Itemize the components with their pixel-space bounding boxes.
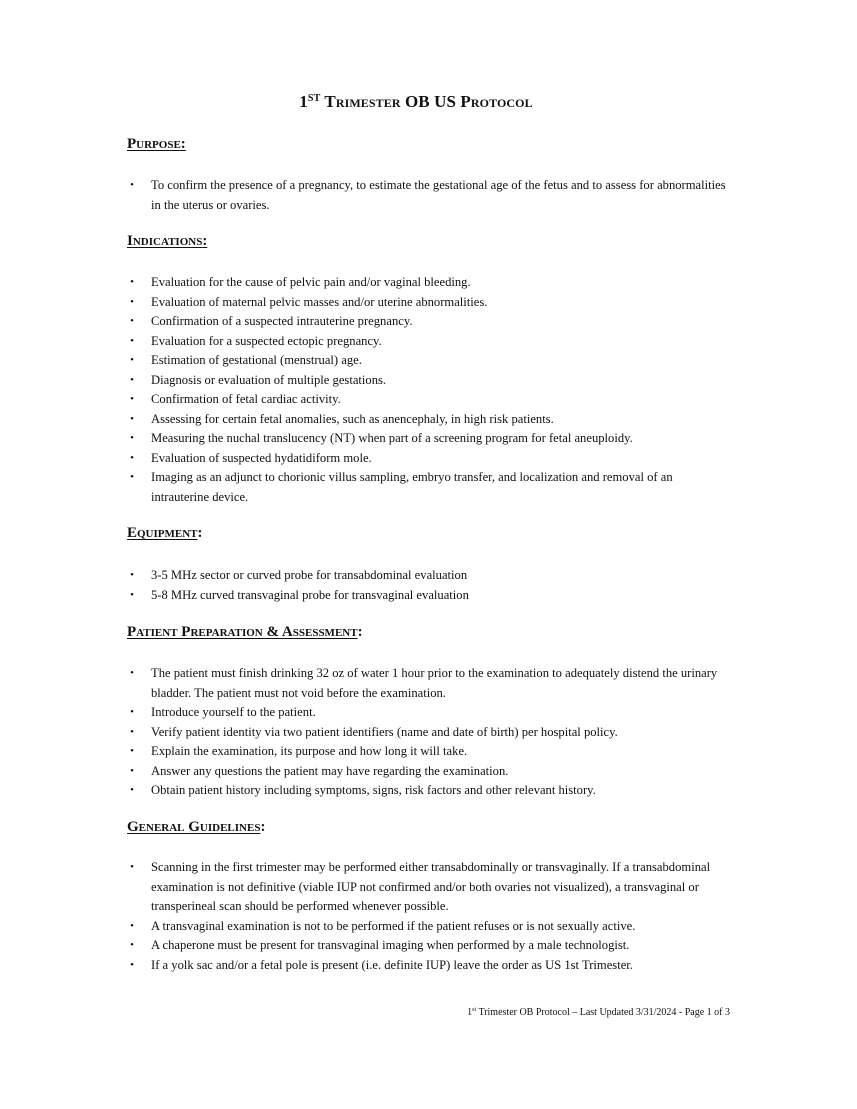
- list-equipment: [127, 566, 727, 605]
- heading-indications-label: Indications: [127, 233, 203, 249]
- list-item-text: Evaluation for the cause of pelvic pain and/or vaginal bleeding.: [151, 275, 471, 289]
- bullet-icon: •: [130, 919, 134, 932]
- bullet-icon: •: [130, 667, 134, 679]
- list-item: [127, 449, 727, 469]
- bullet-icon: •: [130, 393, 134, 405]
- list-item-text: 3-5 MHz sector or curved probe for transabdominal evaluation: [151, 568, 468, 582]
- list-item: [127, 917, 727, 937]
- list-item-text: Evaluation of suspected hydatidiform mole.: [151, 450, 372, 465]
- section-heading-preparation: [127, 624, 363, 641]
- bullet-icon: •: [130, 432, 134, 444]
- list-item-text: A transvaginal examination is not to be performed if the patient refuses or is not sexually active.: [151, 918, 636, 933]
- list-item-text: Explain the examination, its purpose and how long it will take.: [151, 744, 468, 758]
- footer-number: 1: [467, 1007, 473, 1018]
- list-item: [127, 703, 727, 723]
- list-item: [127, 293, 727, 313]
- section-heading-equipment: [127, 525, 203, 542]
- list-item: [127, 429, 727, 449]
- list-item: [127, 664, 727, 703]
- list-item-text: To confirm the presence of a pregnancy, to estimate the gestational age of the fetus and to assess for abnormalities in the uterus or ovaries.: [151, 178, 726, 212]
- list-item: [127, 936, 727, 956]
- list-preparation: [127, 664, 727, 801]
- list-item-text: Verify patient identity via two patient identifiers (name and date of birth) per hospital policy.: [151, 724, 618, 739]
- list-item-text: Introduce yourself to the patient.: [151, 705, 316, 719]
- page-title: [0, 92, 832, 112]
- list-purpose: [127, 176, 727, 215]
- list-item-text: Evaluation of maternal pelvic masses and/or uterine abnormalities.: [151, 294, 488, 309]
- footer-text: Trimester OB Protocol – Last Updated 3/31/2024 - Page 1 of 3: [476, 1007, 730, 1018]
- bullet-icon: •: [130, 451, 134, 464]
- list-item: [127, 781, 727, 801]
- list-item-text: Estimation of gestational (menstrual) age.: [151, 353, 362, 367]
- list-item-text: Answer any questions the patient may have regarding the examination.: [151, 763, 509, 778]
- title-number: 1: [299, 92, 308, 111]
- bullet-icon: •: [130, 861, 134, 873]
- list-item: [127, 312, 727, 332]
- heading-equipment-label: Equipment: [127, 525, 198, 541]
- bullet-icon: •: [130, 354, 134, 366]
- list-item: [127, 351, 727, 371]
- bullet-icon: •: [130, 295, 134, 308]
- bullet-icon: •: [130, 179, 134, 191]
- bullet-icon: •: [130, 745, 134, 757]
- list-item: [127, 273, 727, 293]
- list-item: [127, 371, 727, 391]
- list-item-text: Obtain patient history including symptoms, signs, risk factors and other relevant history.: [151, 783, 596, 797]
- section-heading-indications: [127, 233, 207, 250]
- heading-preparation-label: Patient Preparation & Assessment: [127, 624, 358, 640]
- list-item: [127, 566, 727, 586]
- list-item-text: Scanning in the first trimester may be performed either transabdominally or transvaginally. If a transabdominal examination is not definitive (viable IUP not confirmed and/or both ovaries not visualized), a transvaginal or transperineal scan should be performed whenever possible.: [151, 860, 711, 913]
- bullet-icon: •: [130, 725, 134, 738]
- bullet-icon: •: [130, 412, 134, 425]
- list-item: [127, 742, 727, 762]
- bullet-icon: •: [130, 334, 134, 347]
- list-item-text: Measuring the nuchal translucency (NT) when part of a screening program for fetal aneuploidy.: [151, 431, 633, 445]
- list-indications: [127, 273, 727, 507]
- bullet-icon: •: [130, 588, 134, 601]
- bullet-icon: •: [130, 958, 134, 971]
- list-item-text: Confirmation of a suspected intrauterine pregnancy.: [151, 314, 413, 328]
- heading-equipment-colon: :: [197, 525, 203, 541]
- footer-superscript: st: [472, 1007, 477, 1013]
- list-item: [127, 586, 727, 606]
- heading-indications-colon: :: [202, 233, 208, 249]
- section-heading-guidelines: [127, 819, 265, 836]
- bullet-icon: •: [130, 471, 134, 483]
- heading-guidelines-colon: :: [260, 819, 266, 835]
- heading-purpose-colon: :: [180, 136, 186, 152]
- list-item-text: A chaperone must be present for transvaginal imaging when performed by a male technologist.: [151, 938, 630, 952]
- bullet-icon: •: [130, 784, 134, 796]
- list-item: [127, 723, 727, 743]
- list-item: [127, 762, 727, 782]
- bullet-icon: •: [130, 276, 134, 288]
- list-item: [127, 390, 727, 410]
- section-heading-purpose: [127, 136, 186, 153]
- list-item-text: If a yolk sac and/or a fetal pole is present (i.e. definite IUP) leave the order as US 1st Trimester.: [151, 957, 633, 972]
- list-item-text: 5-8 MHz curved transvaginal probe for transvaginal evaluation: [151, 587, 469, 602]
- list-item-text: Assessing for certain fetal anomalies, such as anencephaly, in high risk patients.: [151, 411, 554, 426]
- heading-preparation-colon: :: [357, 624, 363, 640]
- list-item-text: Imaging as an adjunct to chorionic villus sampling, embryo transfer, and localization and removal of an intrauterine device.: [151, 470, 673, 504]
- title-text: Trimester OB US Protocol: [320, 92, 533, 111]
- bullet-icon: •: [130, 706, 134, 718]
- list-guidelines: [127, 858, 727, 975]
- list-item: [127, 410, 727, 430]
- bullet-icon: •: [130, 373, 134, 386]
- list-item: [127, 468, 727, 507]
- list-item-text: Diagnosis or evaluation of multiple gestations.: [151, 372, 387, 387]
- bullet-icon: •: [130, 315, 134, 327]
- bullet-icon: •: [130, 939, 134, 951]
- list-item-text: Evaluation for a suspected ectopic pregnancy.: [151, 333, 382, 348]
- list-item: [127, 858, 727, 917]
- list-item: [127, 176, 727, 215]
- list-item-text: Confirmation of fetal cardiac activity.: [151, 392, 341, 406]
- bullet-icon: •: [130, 569, 134, 581]
- list-item: [127, 956, 727, 976]
- list-item-text: The patient must finish drinking 32 oz of water 1 hour prior to the examination to adequately distend the urinary bladder. The patient must not void before the examination.: [151, 666, 718, 700]
- heading-purpose-label: Purpose: [127, 136, 181, 152]
- list-item: [127, 332, 727, 352]
- title-superscript: ST: [307, 93, 321, 104]
- bullet-icon: •: [130, 764, 134, 777]
- heading-guidelines-label: General Guidelines: [127, 819, 261, 835]
- page-footer: [467, 1007, 730, 1018]
